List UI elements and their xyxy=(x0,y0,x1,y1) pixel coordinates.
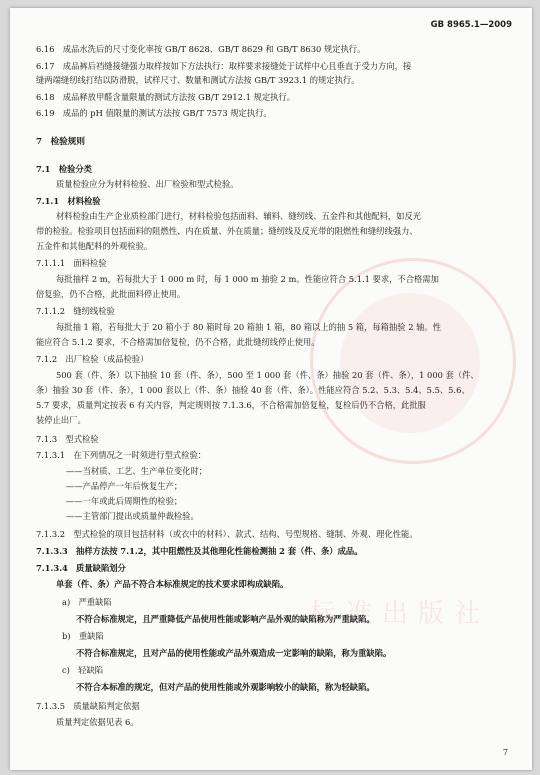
paragraph: 质量判定依据见表 6。 xyxy=(56,717,139,727)
heading-7-1-3-2: 7.1.3.2 型式检验的项目包括材料（或衣中的材料）、款式、结构、号型规格、缝制、外观、理化性能。 xyxy=(36,529,418,539)
paragraph: 每批抽 1 箱，若每批大于 20 箱小于 80 箱时每 20 箱抽 1 箱，80 箱以上的抽 5 箱，每箱抽验 2 轴。性 xyxy=(56,322,442,332)
paragraph: 材料检验由生产企业质检部门进行，材料检验包括面料、辅料、缝纫线、五金件和其他配料，如反光 xyxy=(56,211,422,221)
list-item: ——当材质、工艺、生产单位变化时； xyxy=(66,466,208,476)
page-number: 7 xyxy=(502,748,508,757)
paragraph: 单套（件、条）产品不符合本标准规定的技术要求即构成缺陷。 xyxy=(56,579,289,589)
clause-6-16: 6.16 成品水洗后的尺寸变化率按 GB/T 8628、GB/T 8629 和 GB/T 8630 规定执行。 xyxy=(36,44,366,54)
heading-7-1-3-4: 7.1.3.4 质量缺陷划分 xyxy=(36,563,126,573)
paragraph: 不符合本标准的规定，但对产品的使用性能或外观影响较小的缺陷，称为轻缺陷。 xyxy=(76,682,375,692)
paragraph: 质量检验应分为材料检验、出厂检验和型式检验。 xyxy=(56,179,239,189)
list-item: ——产品停产一年后恢复生产； xyxy=(66,481,183,491)
heading-7-1-2: 7.1.2 出厂检验（成品检验） xyxy=(36,354,149,364)
paragraph: 不符合标准规定，且严重降低产品使用性能或影响产品外观的缺陷称为严重缺陷。 xyxy=(76,614,375,624)
paragraph: 倍复验，仍不合格，此批面料停止使用。 xyxy=(36,289,186,299)
watermark-text: 标准出版社 xyxy=(310,599,491,629)
heading-7-1-3-3: 7.1.3.3 抽样方法按 7.1.2，其中阻燃性及其他理化性能检测抽 2 套（件、条）成品。 xyxy=(36,546,363,556)
clause-6-17: 6.17 成品裤后裆缝接缝强力取样按如下方法执行：取样要求接缝处于试样中心且垂直于受力方向，接 xyxy=(36,61,412,71)
list-item-c: c) 轻缺陷 xyxy=(62,665,104,675)
paragraph: 不符合标准规定，且对产品的使用性能或产品外观造成一定影响的缺陷，称为重缺陷。 xyxy=(76,648,392,658)
heading-7-1: 7.1 检验分类 xyxy=(36,164,92,174)
heading-7-1-1-1: 7.1.1.1 面料检验 xyxy=(36,258,107,268)
document-page xyxy=(10,8,532,770)
list-item: ——一年或此后周期性的检验； xyxy=(66,496,183,506)
list-item-b: b) 重缺陷 xyxy=(62,631,104,641)
list-item-a: a) 严重缺陷 xyxy=(62,597,112,607)
watermark-seal-inner xyxy=(340,293,480,433)
list-item: ——主管部门提出或质量仲裁检验。 xyxy=(66,511,199,521)
heading-7-1-3-1: 7.1.3.1 在下列情况之一时须进行型式检验： xyxy=(36,450,207,460)
heading-7-1-3: 7.1.3 型式检验 xyxy=(36,434,99,444)
paragraph: 能应符合 5.1.2 要求，不合格需加倍复检，仍不合格，此批缝纫线停止使用。 xyxy=(36,337,320,347)
clause-6-19: 6.19 成品的 pH 值限量的测试方法按 GB/T 7573 规定执行。 xyxy=(36,108,272,118)
heading-7-1-1: 7.1.1 材料检验 xyxy=(36,196,101,206)
paragraph: 条）抽验 30 套（件、条），1 000 套以上（件、条）抽验 40 套（件、条）。性能应符合 5.2、5.3、5.4、5.5、5.6、 xyxy=(36,385,470,395)
standard-code: GB 8965.1—2009 xyxy=(430,20,512,30)
paragraph: 5.7 要求，质量判定按表 6 有关内容，判定规则按 7.1.3.6，不合格需加倍复检，复检后仍不合格，此批服 xyxy=(36,400,426,410)
paragraph: 带的检验。检验项目包括面料的阻燃性、内在质量、外在质量；缝纫线及反光带的阻燃性和缝纫线强力、 xyxy=(36,226,418,236)
section-heading-7: 7 检验规则 xyxy=(36,137,85,147)
paragraph: 每批抽样 2 m，若每批大于 1 000 m 时，每 1 000 m 抽验 2 m。性能应符合 5.1.1 要求，不合格需加 xyxy=(56,274,439,284)
paragraph: 装停止出厂。 xyxy=(36,415,86,425)
clause-6-17-cont: 缝两端缝纫线打结以防滑脱，试样尺寸、数量和测试方法按 GB/T 3923.1 的规定执行。 xyxy=(36,75,360,85)
heading-7-1-1-2: 7.1.1.2 缝纫线检验 xyxy=(36,306,115,316)
paragraph: 五金件和其他配料的外观检验。 xyxy=(36,241,153,251)
heading-7-1-3-5: 7.1.3.5 质量缺陷判定依据 xyxy=(36,701,140,711)
clause-6-18: 6.18 成品释放甲醛含量限量的测试方法按 GB/T 2912.1 规定执行。 xyxy=(36,92,296,102)
paragraph: 500 套（件、条）以下抽验 10 套（件、条），500 至 1 000 套（件、条）抽验 20 套（件、条），1 000 套（件、 xyxy=(56,370,479,380)
